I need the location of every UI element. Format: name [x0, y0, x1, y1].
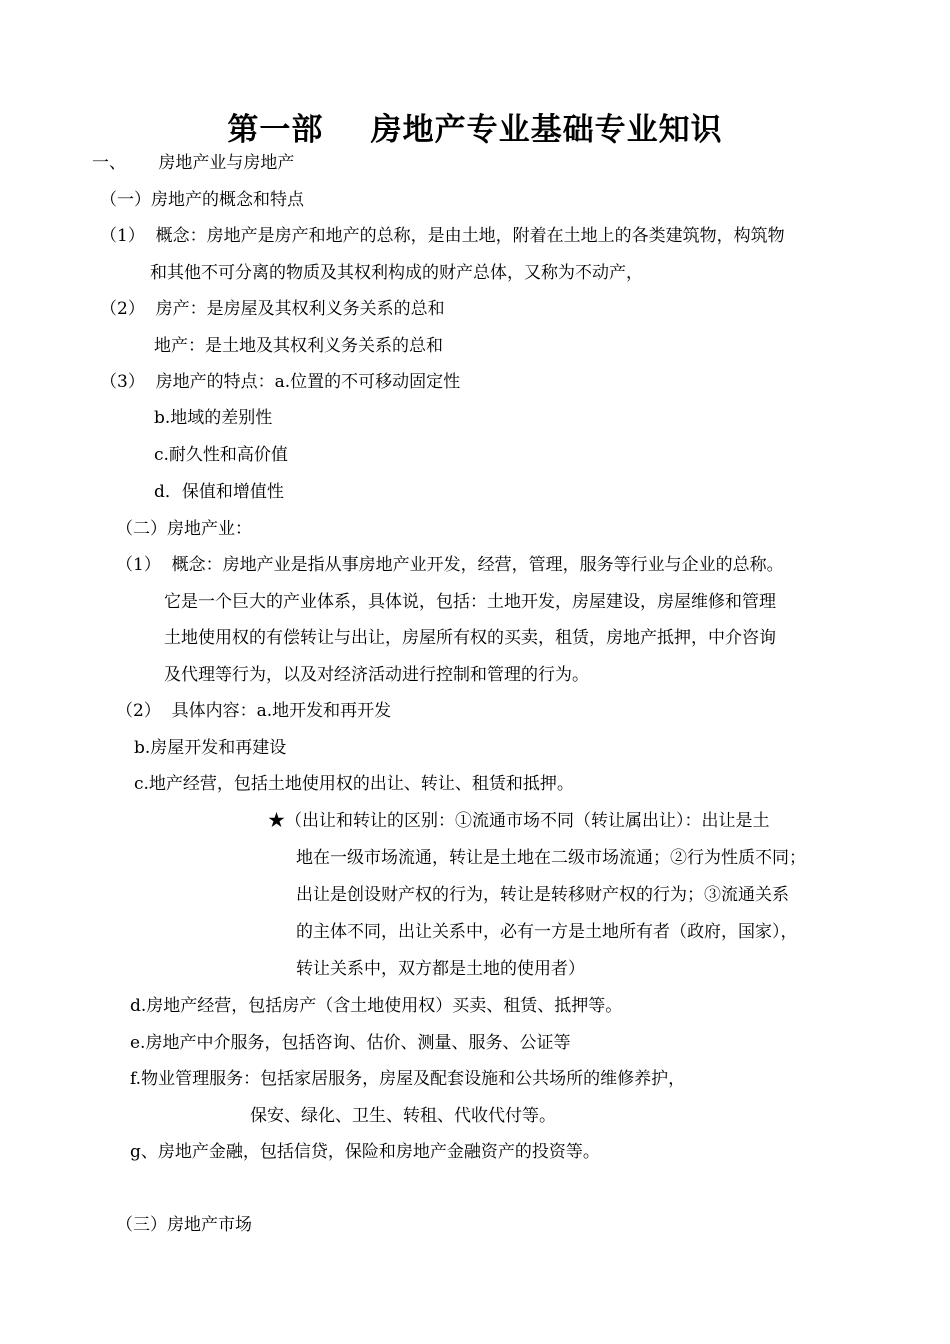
paragraph-line: 和其他不可分离的物质及其权利构成的财产总体，又称为不动产， — [150, 263, 643, 283]
section-heading: 一、 房地产业与房地产 — [92, 153, 295, 173]
paragraph-line: （2） 具体内容：a.地开发和再开发 — [116, 701, 392, 721]
subsection-heading: （二）房地产业： — [116, 519, 252, 539]
list-item: c.耐久性和高价值 — [154, 445, 288, 465]
paragraph-line: 土地使用权的有偿转让与出让，房屋所有权的买卖，租赁，房地产抵押，中介咨询 — [164, 628, 776, 648]
list-item: f.物业管理服务：包括家居服务，房屋及配套设施和公共场所的维修养护， — [130, 1069, 686, 1089]
paragraph-line: （2） 房产：是房屋及其权利义务关系的总和 — [100, 299, 445, 319]
note-line: 地在一级市场流通，转让是土地在二级市场流通；②行为性质不同； — [296, 848, 806, 868]
list-item: d.房地产经营，包括房产（含土地使用权）买卖、租赁、抵押等。 — [130, 996, 623, 1016]
paragraph-line: 地产：是土地及其权利义务关系的总和 — [154, 336, 443, 356]
subsection-heading: （三）房地产市场 — [116, 1215, 252, 1235]
list-item-continuation: 保安、绿化、卫生、转租、代收代付等。 — [250, 1106, 556, 1126]
note-line: 的主体不同，出让关系中，必有一方是土地所有者（政府，国家）， — [296, 922, 798, 942]
list-item: g、房地产金融，包括信贷，保险和房地产金融资产的投资等。 — [130, 1142, 600, 1162]
page-title: 第一部 房地产专业基础专业知识 — [227, 112, 723, 148]
subsection-heading: （一）房地产的概念和特点 — [100, 190, 304, 210]
paragraph-line: （1） 概念：房地产是房产和地产的总称，是由土地，附着在土地上的各类建筑物，构筑物 — [100, 226, 785, 246]
paragraph-line: 它是一个巨大的产业体系，具体说，包括：土地开发，房屋建设，房屋维修和管理 — [164, 592, 776, 612]
note-line: 出让是创设财产权的行为，转让是转移财产权的行为；③流通关系 — [296, 885, 789, 905]
list-item: d．保值和增值性 — [154, 482, 284, 502]
list-item: b.房屋开发和再建设 — [134, 738, 287, 758]
paragraph-line: （3） 房地产的特点：a.位置的不可移动固定性 — [100, 372, 461, 392]
note-line: ★（出让和转让的区别：①流通市场不同（转让属出让）：出让是土 — [268, 811, 770, 831]
paragraph-line: 及代理等行为，以及对经济活动进行控制和管理的行为。 — [164, 665, 589, 685]
paragraph-line: （1） 概念：房地产业是指从事房地产业开发，经营，管理，服务等行业与企业的总称。 — [116, 555, 784, 575]
list-item: b.地域的差别性 — [154, 408, 273, 428]
note-line: 转让关系中，双方都是土地的使用者） — [296, 959, 585, 979]
list-item: c.地产经营，包括土地使用权的出让、转让、租赁和抵押。 — [134, 774, 574, 794]
list-item: e.房地产中介服务，包括咨询、估价、测量、服务、公证等 — [130, 1033, 571, 1053]
